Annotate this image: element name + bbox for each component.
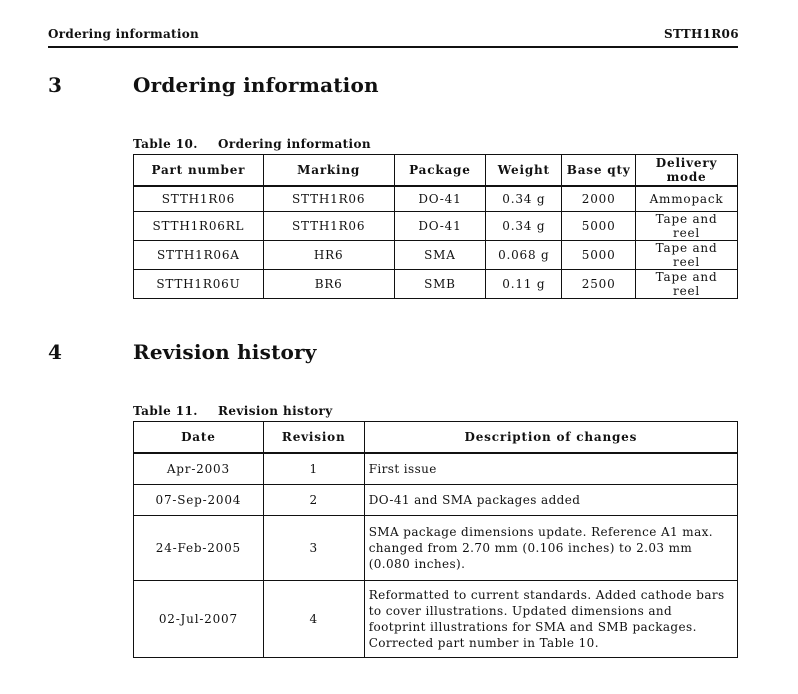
- cell-package: SMA: [394, 241, 486, 270]
- cell-revision: 3: [263, 516, 364, 581]
- table-header-row: [134, 422, 738, 454]
- header-rule: [48, 46, 738, 48]
- cell-weight: 0.34 g: [486, 212, 562, 241]
- cell-date: 02-Jul-2007: [134, 581, 264, 658]
- col-date: Date: [134, 422, 264, 454]
- table-11-caption: [133, 404, 333, 418]
- cell-base-qty: 2000: [562, 186, 636, 212]
- running-header-title: Ordering information: [48, 27, 200, 41]
- table-row: [134, 270, 738, 299]
- cell-description: DO-41 and SMA packages added: [364, 485, 737, 516]
- cell-revision: 1: [263, 453, 364, 485]
- cell-marking: BR6: [263, 270, 394, 299]
- cell-base-qty: 2500: [562, 270, 636, 299]
- table-10-caption-label: Table 10.: [133, 137, 198, 151]
- cell-package: SMB: [394, 270, 486, 299]
- cell-revision: 4: [263, 581, 364, 658]
- cell-part-number: STTH1R06RL: [134, 212, 264, 241]
- revision-history-table: [133, 421, 738, 658]
- cell-weight: 0.11 g: [486, 270, 562, 299]
- cell-part-number: STTH1R06U: [134, 270, 264, 299]
- cell-marking: STTH1R06: [263, 212, 394, 241]
- cell-date: 07-Sep-2004: [134, 485, 264, 516]
- col-delivery-mode: Delivery mode: [636, 155, 738, 187]
- col-part-number: Part number: [134, 155, 264, 187]
- table-11-caption-title: Revision history: [218, 404, 333, 418]
- cell-part-number: STTH1R06: [134, 186, 264, 212]
- cell-weight: 0.068 g: [486, 241, 562, 270]
- section-4-number: 4: [48, 340, 62, 364]
- table-10-caption-title: Ordering information: [218, 137, 372, 151]
- section-3-number: 3: [48, 73, 62, 97]
- cell-delivery-mode: Tape and reel: [636, 270, 738, 299]
- col-base-qty: Base qty: [562, 155, 636, 187]
- cell-description: Reformatted to current standards. Added cathode bars to cover illustrations. Updated dimensions and footprint illustrations for SMA and SMB packages. Corrected part number in Table 10.: [364, 581, 737, 658]
- table-10-caption: [133, 137, 371, 151]
- table-header-row: [134, 155, 738, 187]
- table-row: [134, 581, 738, 658]
- col-package: Package: [394, 155, 486, 187]
- ordering-information-table: [133, 154, 738, 299]
- cell-delivery-mode: Ammopack: [636, 186, 738, 212]
- col-marking: Marking: [263, 155, 394, 187]
- section-3-title: Ordering information: [133, 73, 379, 97]
- table-row: [134, 186, 738, 212]
- cell-package: DO-41: [394, 212, 486, 241]
- cell-date: 24-Feb-2005: [134, 516, 264, 581]
- cell-base-qty: 5000: [562, 212, 636, 241]
- cell-package: DO-41: [394, 186, 486, 212]
- table-row: [134, 516, 738, 581]
- cell-revision: 2: [263, 485, 364, 516]
- cell-delivery-mode: Tape and reel: [636, 241, 738, 270]
- col-description: Description of changes: [364, 422, 737, 454]
- table-row: [134, 241, 738, 270]
- col-revision: Revision: [263, 422, 364, 454]
- cell-description: First issue: [364, 453, 737, 485]
- cell-base-qty: 5000: [562, 241, 636, 270]
- section-4-title: Revision history: [133, 340, 317, 364]
- cell-part-number: STTH1R06A: [134, 241, 264, 270]
- cell-weight: 0.34 g: [486, 186, 562, 212]
- table-11-caption-label: Table 11.: [133, 404, 198, 418]
- cell-description: SMA package dimensions update. Reference A1 max. changed from 2.70 mm (0.106 inches) to 2.03 mm (0.080 inches).: [364, 516, 737, 581]
- col-weight: Weight: [486, 155, 562, 187]
- cell-marking: STTH1R06: [263, 186, 394, 212]
- cell-delivery-mode: Tape and reel: [636, 212, 738, 241]
- table-row: [134, 212, 738, 241]
- cell-marking: HR6: [263, 241, 394, 270]
- table-row: [134, 453, 738, 485]
- running-header-part: STTH1R06: [664, 27, 739, 41]
- table-row: [134, 485, 738, 516]
- cell-date: Apr-2003: [134, 453, 264, 485]
